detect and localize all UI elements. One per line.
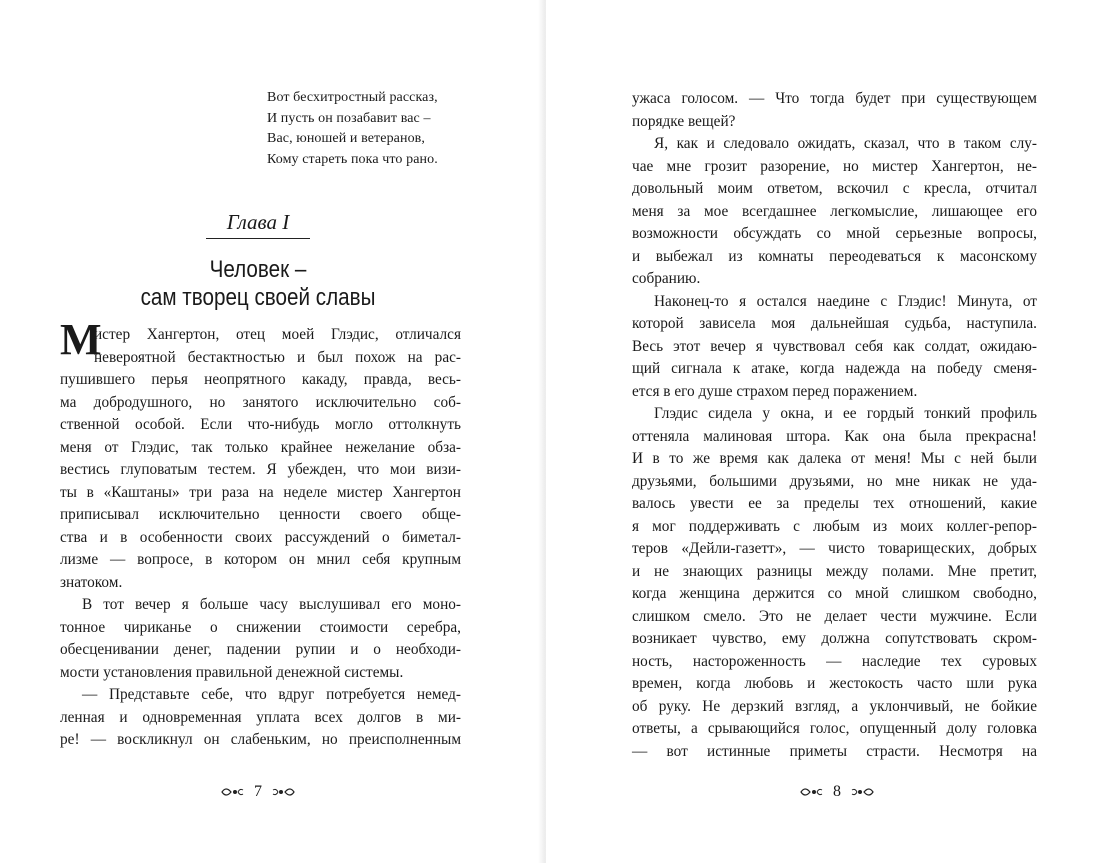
text-line: и не знающих разницы между полами. Мне претит, — [632, 562, 1037, 580]
text-line: и выбежал из комнаты переодеваться к масонскому — [632, 247, 1037, 265]
text-line: когда женщина держится со мной слишком свободно, — [632, 585, 1037, 602]
fleuron-icon — [272, 784, 296, 800]
text-line: ты в «Каштаны» три раза на неделе мистер Хангертон — [60, 483, 461, 501]
text-line: меня от Глэдис, так только крайнее нежелание обза- — [60, 438, 461, 456]
text-line: Я, как и следовало ожидать, сказал, что в таком слу- — [654, 135, 1037, 152]
text-line: валось увести ее за пределы тех отношений, какие — [632, 495, 1037, 512]
page-number-right — [782, 780, 892, 804]
epigraph-line: Кому стареть пока что рано. — [267, 151, 438, 167]
text-line: невероятной бестактностью и был похож на рас- — [94, 348, 461, 366]
fleuron-icon — [851, 784, 875, 800]
text-line: И в то же время как далека от меня! Мы с ней были — [632, 450, 1037, 467]
chapter-divider — [206, 238, 310, 239]
text-line: приписывал исключительно ценности своего обще- — [60, 506, 461, 523]
text-line: лизме — вопросе, в котором он мнил себя крупным — [60, 551, 461, 568]
text-line: обесценивании денег, падении рупии и о необходи- — [60, 641, 461, 658]
page-number: 8 — [833, 783, 841, 800]
fleuron-icon — [220, 784, 244, 800]
text-line: Наконец-то я остался наедине с Глэдис! Минута, от — [654, 292, 1037, 310]
chapter-title-line: сам творец своей славы — [140, 284, 376, 311]
text-line: возможности обсуждать со мной серьезные вопросы, — [632, 225, 1037, 242]
text-line: я мог поддерживать с любым из моих коллег-репор- — [632, 517, 1037, 535]
text-line: ма добродушного, но занятого исключительно соб- — [60, 393, 461, 411]
chapter-title-line: Человек – — [209, 256, 307, 283]
text-line: пушившего перья неопрятного какаду, правда, весь- — [60, 371, 461, 388]
text-line: истер Хангертон, отец моей Глэдис, отличался — [94, 326, 461, 343]
text-line: — вот истинные приметы страсти. Несмотря на — [632, 742, 1037, 760]
page-number: 7 — [254, 783, 262, 800]
text-line: которой зависела моя дальнейшая судьба, наступила. — [632, 315, 1037, 332]
chapter-title — [131, 256, 386, 312]
drop-cap: М — [60, 315, 102, 364]
text-line: В тот вечер я больше часу выслушивал его моно- — [82, 596, 461, 613]
text-line: ре! — воскликнул он слабеньким, но преисполненным — [60, 731, 461, 748]
page-number-left — [208, 780, 308, 804]
text-line: об руку. Не дерзкий взгляд, а уклончивый, не бойкие — [632, 697, 1037, 715]
text-line: друзьями, большими друзьями, но мне никак не уда- — [632, 472, 1037, 490]
left-body-text — [60, 324, 461, 752]
text-line: ответы, а срывающийся голос, опущенный долу головка — [632, 720, 1037, 737]
text-line: слишком смело. Это не делает чести мужчине. Если — [632, 607, 1037, 625]
text-line: вестись глуповатым тестем. Я убежден, что мои визи- — [60, 461, 461, 478]
left-page — [0, 0, 546, 863]
epigraph-line: Вот бесхитростный рассказ, — [267, 90, 438, 105]
text-line: чае мне грозит разорение, но мистер Хангертон, не- — [632, 157, 1037, 175]
text-line: Глэдис сидела у окна, и ее гордый тонкий профиль — [654, 405, 1037, 422]
epigraph — [267, 88, 507, 170]
text-line: мости установления правильной денежной системы. — [60, 663, 404, 681]
text-line: собранию. — [632, 270, 701, 287]
text-line: времен, когда любовь и жестокость часто шли рука — [632, 675, 1037, 692]
text-line: ется в его душе страхом перед поражением. — [632, 382, 918, 400]
text-line: довольный моим ответом, вскочил с кресла, отчитал — [632, 180, 1037, 197]
epigraph-line: И пусть он позабавит вас – — [267, 110, 431, 126]
right-body-text — [632, 88, 1037, 763]
text-line: Весь этот вечер я чувствовал себя как солдат, ожидаю- — [632, 337, 1037, 355]
text-line: знатоком. — [60, 573, 123, 591]
text-line: щий сигнала к атаке, когда надежда на победу сменя- — [632, 360, 1037, 377]
text-line: теров «Дейли-газетт», — чисто товарищеских, добрых — [632, 540, 1037, 557]
text-line: ственной особой. Если что-нибудь могло оттолкнуть — [60, 416, 461, 433]
text-line: ства и в особенности своих рассуждений о биметал- — [60, 528, 461, 546]
text-line: возникает чувство, ему должна сопутствовать скром- — [632, 630, 1037, 647]
epigraph-line: Вас, юношей и ветеранов, — [267, 131, 425, 146]
text-line: — Представьте себе, что вдруг потребуется немед- — [82, 686, 461, 703]
chapter-label: Глава I — [226, 210, 290, 234]
text-line: ужаса голосом. — Что тогда будет при существующем — [632, 90, 1037, 107]
text-line: меня за мое всегдашнее легкомыслие, лишающее его — [632, 202, 1037, 220]
text-line: ность, настороженность — наследие тех суровых — [632, 652, 1037, 670]
text-line: оттеняла малиновая штора. Как она была прекрасна! — [632, 427, 1037, 445]
text-line: ленная и одновременная уплата всех долгов в ми- — [60, 708, 461, 726]
text-line: порядке вещей? — [632, 112, 736, 130]
text-line: тонное чириканье о снижении стоимости серебра, — [60, 618, 461, 636]
fleuron-icon — [799, 784, 823, 800]
